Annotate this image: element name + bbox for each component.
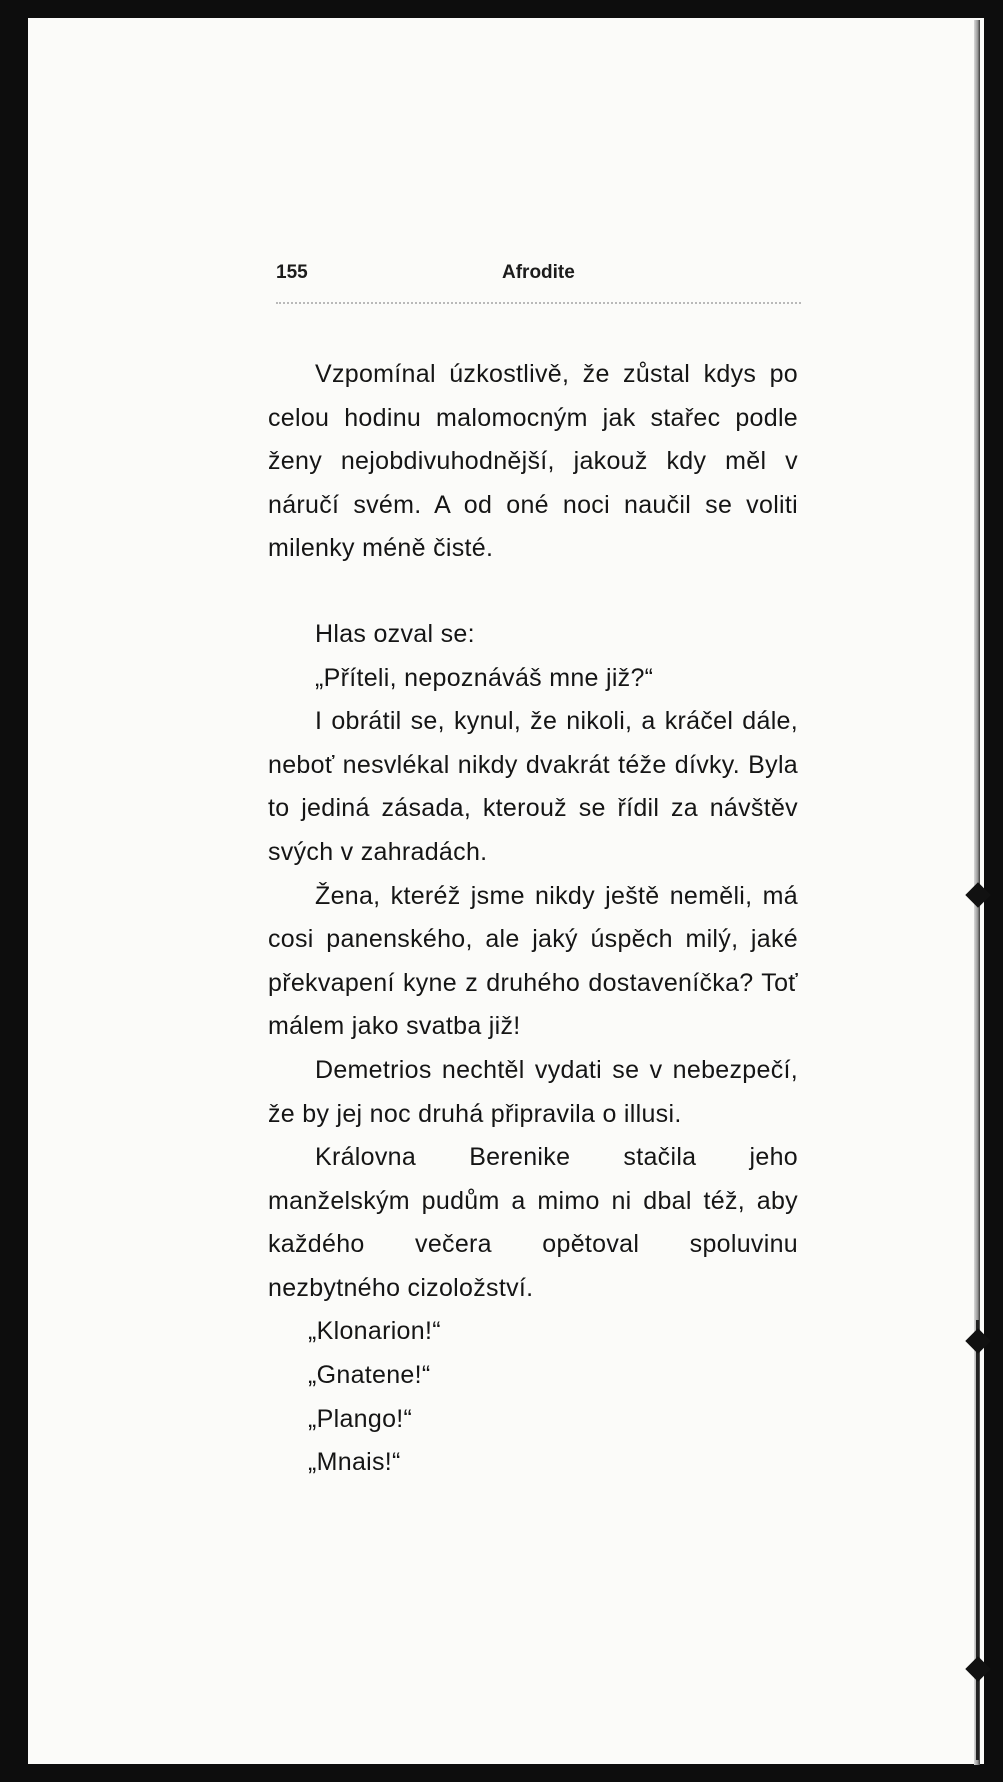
paragraph: Žena, kteréž jsme nikdy ještě neměli, má cosi panenského, ale jaký úspěch milý, jaké překvapení kyne z druhého dostaveníčka? Toť málem jako svatba již! — [268, 881, 798, 1041]
body-text — [268, 353, 798, 1485]
running-title: Afrodite — [502, 262, 575, 283]
dialogue-line: „Mnais!“ — [308, 1448, 401, 1477]
header-rule — [276, 302, 801, 304]
paragraph: Demetrios nechtěl vydati se v nebezpečí, že by jej noc druhá připravila o illusi. — [268, 1055, 798, 1128]
paragraph: Hlas ozval se: — [315, 619, 475, 648]
dialogue-line: „Plango!“ — [308, 1404, 413, 1433]
page-number: 155 — [276, 262, 308, 283]
running-header — [276, 262, 801, 286]
paragraph: Vzpomínal úzkostlivě, že zůstal kdys po celou hodinu malomocným jak stařec podle ženy nejobdivuhodnější, jakouž kdy měl v náručí svém. A od oné noci naučil se voliti milenky méně čisté. — [268, 360, 798, 563]
paragraph: Královna Berenike stačila jeho manželským pudům a mimo ni dbal též, aby každého večera opětoval spoluvinu nezbytného cizoložství. — [268, 1143, 798, 1302]
binding-edge — [976, 1320, 979, 1760]
paragraph: I obrátil se, kynul, že nikoli, a kráčel dále, neboť nesvlékal nikdy dvakrát téže dívky. Byla to jediná zásada, kterouž se řídil za návštěv svých v zahradách. — [268, 707, 798, 866]
dialogue-line: „Klonarion!“ — [308, 1317, 441, 1346]
dialogue-line: „Gnatene!“ — [308, 1361, 431, 1390]
paragraph: „Příteli, nepoznáváš mne již?“ — [315, 663, 654, 692]
